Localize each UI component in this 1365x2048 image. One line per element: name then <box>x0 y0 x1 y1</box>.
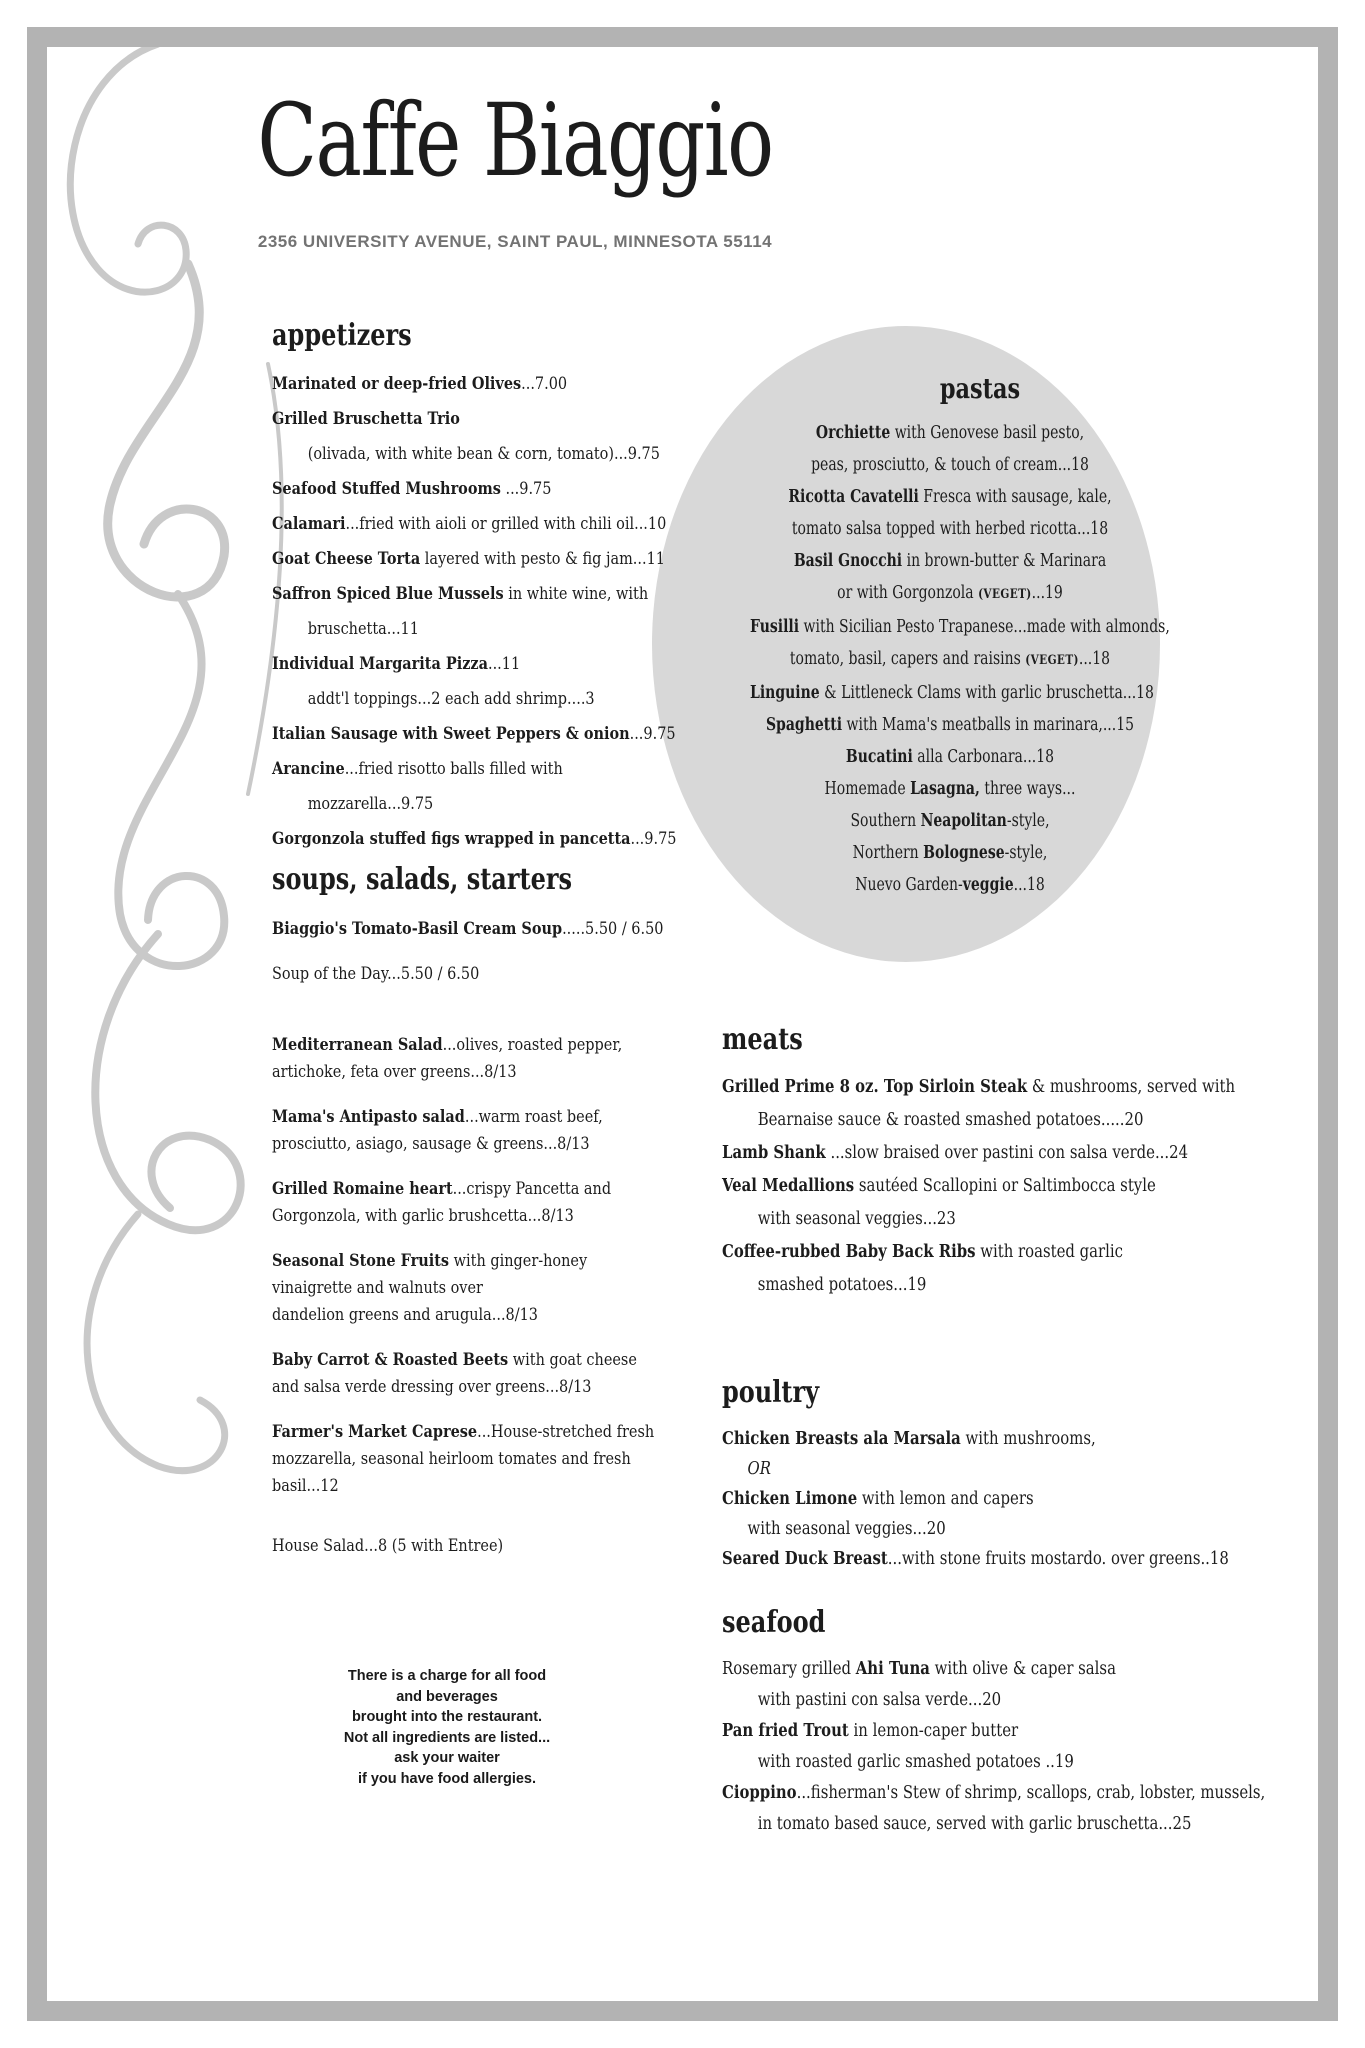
menu-item <box>272 1532 672 1560</box>
menu-item-line <box>272 1374 621 1401</box>
menu-item <box>722 1544 1229 1574</box>
house-salad-items <box>272 1532 672 1560</box>
menu-item-line <box>750 773 1150 805</box>
item-name-segment: Basil Gnocchi <box>793 551 903 571</box>
menu-item-line <box>272 1347 637 1374</box>
meats-items <box>722 1071 1236 1302</box>
menu-item <box>700 741 1200 773</box>
section-title-seafood: seafood <box>722 1605 826 1640</box>
menu-item <box>272 507 672 542</box>
item-text-segment: .....5.50 / 6.50 <box>562 919 664 939</box>
menu-item <box>272 402 672 472</box>
menu-item-line <box>272 752 612 787</box>
menu-item-line <box>722 1716 1156 1747</box>
menu-item <box>722 1137 1222 1170</box>
section-meats <box>722 1022 1236 1302</box>
menu-item <box>700 709 1200 741</box>
menu-item-line <box>750 741 1150 773</box>
item-name-segment: Italian Sausage with Sweet Peppers & onion <box>272 724 630 744</box>
item-text-segment: with pastini con salsa verde...20 <box>757 1690 1002 1710</box>
menu-item-line <box>750 449 1150 481</box>
menu-item <box>700 545 1200 611</box>
menu-item <box>272 717 676 752</box>
item-text-segment: with goat cheese <box>508 1350 637 1370</box>
item-text-segment: with ginger-honey <box>449 1251 588 1271</box>
menu-item-line <box>272 1131 621 1158</box>
menu-item-line <box>272 1275 621 1302</box>
item-text-segment: prosciutto, asiago, sausage & greens...8/13 <box>272 1134 590 1154</box>
menu-item-line <box>722 1654 1156 1685</box>
section-title-soups: soups, salads, starters <box>272 862 573 897</box>
menu-item <box>700 773 1200 805</box>
item-name-segment: Ahi Tuna <box>855 1659 930 1679</box>
menu-item <box>272 472 672 507</box>
item-text-segment: ...slow braised over pastini con salsa verde...24 <box>825 1143 1189 1163</box>
menu-item-line <box>722 1269 1147 1302</box>
menu-item-line <box>722 1170 1156 1203</box>
item-name-segment: Individual Margarita Pizza <box>272 654 488 674</box>
item-text-segment: ...warm roast beef, <box>464 1107 603 1127</box>
menu-item-line <box>272 1104 621 1131</box>
restaurant-address: 2356 UNIVERSITY AVENUE, SAINT PAUL, MINNESOTA 55114 <box>257 232 773 251</box>
item-name-segment: Chicken Breasts ala Marsala <box>722 1429 961 1449</box>
section-title-meats: meats <box>722 1022 803 1057</box>
item-text-segment: vinaigrette and walnuts over <box>272 1278 483 1298</box>
item-name-segment: Veal Medallions <box>722 1176 855 1196</box>
item-text-segment: Homemade <box>824 779 911 799</box>
item-name-segment: Seasonal Stone Fruits <box>272 1251 450 1271</box>
item-text-segment: tomato, basil, capers and raisins <box>789 649 1026 669</box>
item-name-segment: Chicken Limone <box>722 1489 858 1509</box>
item-name-segment: Goat Cheese Torta <box>272 549 421 569</box>
menu-item-line <box>722 1236 1147 1269</box>
menu-item <box>700 417 1200 481</box>
menu-item-line <box>750 577 1150 611</box>
section-house-salad <box>272 1532 672 1560</box>
menu-item-line <box>272 1248 621 1275</box>
menu-item-line <box>272 1176 621 1203</box>
notice <box>322 1666 572 1789</box>
section-title-poultry: poultry <box>722 1375 820 1410</box>
item-name-segment: veggie <box>962 875 1014 895</box>
menu-item-line <box>272 612 612 647</box>
item-text-segment: Bearnaise sauce & roasted smashed potatoes.....20 <box>757 1110 1144 1130</box>
section-poultry <box>722 1375 1229 1574</box>
item-text-segment: alla Carbonara...18 <box>912 747 1055 767</box>
menu-item <box>272 1419 682 1500</box>
menu-item-line <box>272 1473 621 1500</box>
menu-item <box>700 481 1200 545</box>
menu-item-line <box>750 481 1150 513</box>
item-text-segment: ...18 <box>1078 649 1111 669</box>
menu-item <box>700 805 1200 837</box>
item-text-segment: (olivada, with white bean & corn, tomato)...9.75 <box>307 444 660 464</box>
pastas-items <box>700 417 1200 901</box>
item-text-segment: House Salad...8 (5 with Entree) <box>272 1536 504 1556</box>
item-text-segment: ...9.75 <box>629 724 676 744</box>
item-name-segment: Grilled Romaine heart <box>272 1179 453 1199</box>
soups-items <box>272 907 672 997</box>
menu-item-line <box>722 1778 1266 1809</box>
item-name-segment: Baby Carrot & Roasted Beets <box>272 1350 509 1370</box>
item-name-segment: Fusilli <box>750 617 800 637</box>
item-name-segment: Lasagna, <box>910 779 980 799</box>
menu-item-line <box>272 952 612 997</box>
menu-item <box>272 542 672 577</box>
item-text-segment: ...fisherman's Stew of shrimp, scallops, crab, lobster, mussels, <box>796 1783 1266 1803</box>
menu-item-line <box>722 1104 1147 1137</box>
menu-item-line <box>750 545 1150 577</box>
menu-item-line <box>722 1747 1156 1778</box>
item-name-segment: Coffee-rubbed Baby Back Ribs <box>722 1242 976 1262</box>
menu-item-line <box>272 437 660 472</box>
menu-item-line <box>750 677 1154 709</box>
item-name-segment: Biaggio's Tomato-Basil Cream Soup <box>272 919 563 939</box>
item-name-segment: Seafood Stuffed Mushrooms <box>272 479 501 499</box>
salads-items <box>272 1032 682 1500</box>
menu-item <box>272 1032 682 1086</box>
poultry-items <box>722 1424 1229 1574</box>
item-text-segment: Rosemary grilled <box>722 1659 856 1679</box>
menu-item <box>272 1104 682 1158</box>
item-text-segment: ...fried with aioli or grilled with chili oil...10 <box>345 514 667 534</box>
menu-item <box>272 647 672 717</box>
menu-item-line <box>272 402 612 437</box>
item-name-segment: Saffron Spiced Blue Mussels <box>272 584 504 604</box>
menu-item-line <box>722 1203 1147 1236</box>
menu-item <box>700 837 1200 869</box>
item-name-segment: (VEGET) <box>1025 653 1079 668</box>
menu-item <box>722 1484 1222 1544</box>
menu-item-line <box>722 1514 1147 1544</box>
menu-item-line <box>750 417 1150 449</box>
section-salads <box>272 1032 682 1518</box>
item-text-segment: ...18 <box>1013 875 1045 895</box>
item-text-segment: ...11 <box>487 654 521 674</box>
menu-item-line <box>722 1071 1236 1104</box>
item-text-segment: & Littleneck Clams with garlic bruschetta...18 <box>819 683 1154 703</box>
item-text-segment: with lemon and capers <box>857 1489 1034 1509</box>
item-text-segment: ...9.75 <box>630 829 677 849</box>
menu-item-line <box>272 472 612 507</box>
item-name-segment: Seared Duck Breast <box>722 1549 888 1569</box>
item-text-segment: with roasted garlic smashed potatoes ..19 <box>757 1752 1074 1772</box>
menu-item <box>272 952 672 997</box>
item-text-segment: Gorgonzola, with garlic brushcetta...8/13 <box>272 1206 574 1226</box>
menu-item-line <box>272 1032 621 1059</box>
item-text-segment: Fresca with sausage, kale, <box>918 487 1112 507</box>
item-text-segment: artichoke, feta over greens...8/13 <box>272 1062 517 1082</box>
menu-item-line <box>722 1685 1156 1716</box>
item-text-segment: ...crispy Pancetta and <box>452 1179 612 1199</box>
item-text-segment: & mushrooms, served with <box>1027 1077 1236 1097</box>
item-text-segment: -style, <box>1004 843 1048 863</box>
notice-line: Not all ingredients are listed... <box>343 1729 551 1746</box>
item-name-segment: Spaghetti <box>765 715 843 735</box>
menu-item <box>722 1778 1266 1840</box>
item-text-segment: and salsa verde dressing over greens...8/13 <box>272 1377 592 1397</box>
item-name-segment: Pan fried Trout <box>722 1721 849 1741</box>
section-soups-salads-starters <box>272 862 672 997</box>
item-text-segment: ...7.00 <box>521 374 568 394</box>
item-text-segment: Soup of the Day...5.50 / 6.50 <box>272 964 480 984</box>
item-name-segment: Linguine <box>750 683 820 703</box>
menu-item <box>722 1654 1232 1716</box>
menu-item-line <box>272 542 665 577</box>
menu-item <box>722 1236 1222 1302</box>
item-name-segment: Bolognese <box>923 843 1005 863</box>
menu-item-line <box>750 837 1150 869</box>
item-text-segment: Nuevo Garden- <box>855 875 963 895</box>
menu-item-line <box>272 507 667 542</box>
item-text-segment: ...House-stretched fresh <box>477 1422 655 1442</box>
section-title-appetizers: appetizers <box>272 318 412 353</box>
menu-item-line <box>750 611 1170 643</box>
restaurant-name: Caffe Biaggio <box>257 82 773 199</box>
item-text-segment: ...olives, roasted pepper, <box>442 1035 623 1055</box>
item-name-segment: Cioppino <box>722 1783 797 1803</box>
item-text-segment: Northern <box>852 843 924 863</box>
item-text-segment: ...19 <box>1031 583 1063 603</box>
menu-item <box>272 1176 682 1230</box>
item-text-segment: with Genovese basil pesto, <box>890 423 1085 443</box>
notice-line: and beverages <box>396 1688 498 1705</box>
notice-line: if you have food allergies. <box>357 1770 537 1787</box>
item-name-segment: Marinated or deep-fried Olives <box>272 374 522 394</box>
menu-item <box>722 1716 1232 1778</box>
menu-item <box>700 869 1200 901</box>
menu-item-line <box>722 1809 1192 1840</box>
menu-item-line <box>272 787 612 822</box>
menu-item-line <box>272 822 677 857</box>
item-text-segment: in tomato based sauce, served with garlic bruschetta...25 <box>757 1814 1192 1834</box>
item-text-segment: with mushrooms, <box>960 1429 1096 1449</box>
item-name-segment: Ricotta Cavatelli <box>788 487 919 507</box>
item-name-segment: Orchiette <box>815 423 891 443</box>
item-text-segment: bruschetta...11 <box>307 619 419 639</box>
menu-item-line <box>722 1424 1147 1454</box>
menu-item-line <box>272 577 649 612</box>
item-text-segment: ...with stone fruits mostardo. over greens..18 <box>887 1549 1229 1569</box>
item-text-segment: -style, <box>1006 811 1050 831</box>
menu-item-line <box>272 1532 612 1560</box>
menu-item <box>722 1071 1236 1137</box>
item-text-segment: ...9.75 <box>500 479 552 499</box>
menu-item <box>272 907 672 952</box>
item-name-segment: Lamb Shank <box>722 1143 826 1163</box>
item-text-segment: OR <box>747 1459 771 1479</box>
item-text-segment: with seasonal veggies...20 <box>747 1519 946 1539</box>
menu-item <box>272 752 672 822</box>
menu-item-line <box>750 513 1150 545</box>
item-text-segment: peas, prosciutto, & touch of cream...18 <box>811 455 1089 475</box>
item-text-segment: with roasted garlic <box>975 1242 1124 1262</box>
item-text-segment: in lemon-caper butter <box>848 1721 1019 1741</box>
item-text-segment: in white wine, with <box>503 584 649 604</box>
menu-item-line <box>272 907 664 952</box>
menu-item-line <box>272 367 612 402</box>
item-name-segment: Grilled Bruschetta Trio <box>272 409 460 429</box>
menu-item <box>272 577 672 647</box>
menu-item-line <box>722 1454 1147 1484</box>
item-text-segment: addt'l toppings...2 each add shrimp....3 <box>307 689 595 709</box>
item-text-segment: smashed potatoes...19 <box>757 1275 927 1295</box>
item-name-segment: Bucatini <box>845 747 913 767</box>
menu-item-line <box>272 1059 621 1086</box>
item-name-segment: Gorgonzola stuffed figs wrapped in pancetta <box>272 829 631 849</box>
menu-item <box>272 1248 682 1329</box>
menu-item <box>700 677 1200 709</box>
menu-item-line <box>272 717 676 752</box>
item-text-segment: layered with pesto & fig jam...11 <box>420 549 665 569</box>
item-text-segment: with Sicilian Pesto Trapanese...made with almonds, <box>799 617 1170 637</box>
menu-item <box>722 1170 1222 1236</box>
item-text-segment: tomato salsa topped with herbed ricotta...18 <box>791 519 1109 539</box>
item-text-segment: sautéed Scallopini or Saltimbocca style <box>854 1176 1156 1196</box>
item-name-segment: Calamari <box>272 514 346 534</box>
menu-item-line <box>750 709 1150 741</box>
item-name-segment: (VEGET) <box>978 587 1032 602</box>
item-text-segment: ...fried risotto balls filled with <box>344 759 563 779</box>
section-pastas <box>700 372 1200 901</box>
menu-item <box>272 1347 682 1401</box>
menu-item-line <box>722 1544 1229 1574</box>
menu-item-line <box>750 805 1150 837</box>
menu-item-line <box>272 1446 631 1473</box>
menu-item-line <box>272 647 612 682</box>
item-text-segment: or with Gorgonzola <box>837 583 979 603</box>
item-text-segment: mozzarella...9.75 <box>307 794 434 814</box>
section-title-pastas: pastas <box>939 372 1021 405</box>
notice-line: brought into the restaurant. <box>351 1709 543 1725</box>
item-text-segment: with olive & caper salsa <box>929 1659 1116 1679</box>
section-appetizers <box>272 318 677 857</box>
item-text-segment: basil...12 <box>272 1476 339 1496</box>
appetizers-items <box>272 367 677 857</box>
item-text-segment: dandelion greens and arugula...8/13 <box>272 1305 539 1325</box>
menu-item-line <box>722 1137 1189 1170</box>
menu-item-line <box>272 1419 655 1446</box>
item-name-segment: Mama's Antipasto salad <box>272 1107 465 1127</box>
menu-item <box>700 611 1200 677</box>
menu-item-line <box>272 1302 621 1329</box>
menu-item-line <box>750 869 1150 901</box>
notice-line: There is a charge for all food <box>347 1668 547 1684</box>
item-name-segment: Neapolitan <box>920 811 1007 831</box>
item-name-segment: Farmer's Market Caprese <box>272 1422 478 1442</box>
menu-item-line <box>722 1484 1147 1514</box>
item-text-segment: with Mama's meatballs in marinara,...15 <box>842 715 1135 735</box>
item-text-segment: three ways... <box>979 779 1076 799</box>
section-seafood <box>722 1605 1266 1840</box>
item-text-segment: in brown-butter & Marinara <box>902 551 1107 571</box>
menu-item <box>272 822 677 857</box>
menu-item-line <box>272 682 612 717</box>
menu-item <box>722 1424 1222 1484</box>
item-text-segment: mozzarella, seasonal heirloom tomates and fresh <box>272 1449 631 1469</box>
item-text-segment: Southern <box>850 811 921 831</box>
menu-item-line <box>272 1203 621 1230</box>
seafood-items <box>722 1654 1266 1840</box>
item-name-segment: Mediterranean Salad <box>272 1035 443 1055</box>
notice-line: ask your waiter <box>394 1750 500 1766</box>
item-name-segment: Grilled Prime 8 oz. Top Sirloin Steak <box>722 1077 1028 1097</box>
item-name-segment: Arancine <box>272 759 345 779</box>
menu-item <box>272 367 672 402</box>
menu-item-line <box>750 643 1150 677</box>
item-text-segment: with seasonal veggies...23 <box>757 1209 956 1229</box>
